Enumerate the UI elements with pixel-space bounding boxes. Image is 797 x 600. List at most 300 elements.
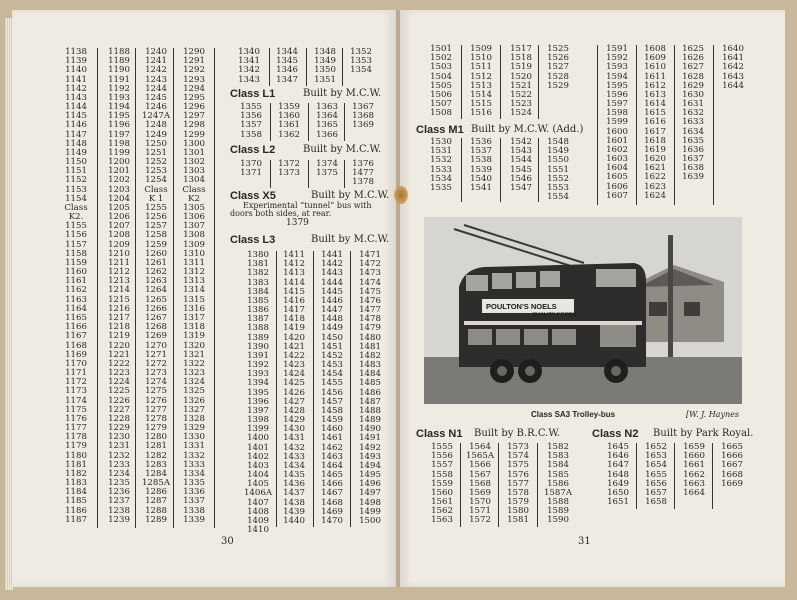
fleet-number: 1328	[183, 413, 205, 424]
fleet-number: 1663	[683, 478, 705, 489]
fleet-number: 1246	[145, 102, 167, 113]
fleet-number: 1156	[65, 230, 87, 241]
fleet-number: 1643	[722, 71, 744, 82]
fleet-number: 1204	[108, 193, 130, 204]
column-rule	[306, 48, 307, 86]
fleet-number: 1222	[108, 358, 130, 369]
class-l2-builder: Built by M.C.W.	[303, 144, 382, 155]
fleet-number: 1525	[547, 44, 569, 54]
fleet-number: 1284	[145, 468, 167, 479]
fleet-number: 1500	[359, 515, 381, 526]
class-x5-number: 1379	[286, 218, 309, 228]
fleet-number: 1353	[350, 56, 372, 67]
fleet-number: 1480	[359, 332, 381, 343]
fleet-number: 1511	[470, 62, 492, 73]
fleet-number: 1212	[108, 267, 130, 278]
fleet-number: 1517	[510, 44, 532, 54]
number-column	[308, 48, 342, 85]
fleet-number: 1264	[145, 285, 167, 296]
fleet-number: 1147	[65, 129, 87, 140]
fleet-number: 1451	[321, 341, 343, 352]
fleet-number: 1173	[65, 386, 87, 397]
number-column	[600, 443, 636, 507]
fleet-number: 1189	[108, 56, 130, 67]
fleet-number: 1184	[65, 487, 87, 498]
fleet-number: 1343	[238, 74, 260, 85]
fleet-number: 1437	[283, 488, 305, 499]
fleet-number: 1570	[469, 497, 491, 508]
fleet-number: 1654	[645, 460, 667, 471]
fleet-number: 1449	[321, 323, 343, 334]
fleet-number: 1303	[183, 166, 205, 177]
fleet-number: 1249	[145, 129, 167, 140]
fleet-number: 1230	[108, 432, 130, 443]
fleet-number: 1151	[65, 166, 87, 177]
fleet-number: 1473	[359, 268, 381, 279]
fleet-number: 1330	[183, 432, 205, 443]
fleet-number: 1283	[145, 459, 167, 470]
fleet-number: 1169	[65, 349, 87, 360]
fleet-number: 1369	[352, 120, 374, 131]
column-rule	[342, 48, 343, 86]
fleet-number: 1143	[65, 92, 87, 103]
fleet-number: 1665	[721, 442, 743, 452]
fleet-number: 1272	[145, 358, 167, 369]
fleet-number: 1494	[359, 460, 381, 471]
fleet-number: 1533	[430, 164, 452, 175]
fleet-number: 1537	[470, 146, 492, 157]
class-x5-note-line1: Experimental “tunnel” bus with	[243, 201, 372, 210]
fleet-number: 1546	[510, 173, 532, 184]
fleet-number: 1232	[108, 450, 130, 461]
number-column	[462, 443, 498, 526]
fleet-number: 1412	[283, 259, 305, 270]
fleet-number: 1373	[278, 168, 300, 179]
fleet-number: 1295	[183, 92, 205, 103]
fleet-number: 1462	[321, 442, 343, 453]
fleet-number: 1640	[722, 44, 744, 54]
fleet-number: 1248	[145, 120, 167, 131]
class-n2-builder: Built by Park Royal.	[653, 428, 754, 439]
fleet-number: 1181	[65, 459, 87, 470]
fleet-number: 1656	[645, 478, 667, 489]
fleet-number: 1395	[247, 387, 269, 398]
fleet-number: 1352	[350, 47, 372, 57]
fleet-number: 1314	[183, 285, 205, 296]
fleet-number: 1247A	[141, 111, 171, 122]
fleet-number: 1435	[283, 470, 305, 481]
fleet-number: 1599	[606, 117, 628, 128]
class-x5-builder: Built by M.C.W.	[311, 190, 390, 201]
fleet-number: 1568	[469, 478, 491, 489]
fleet-number: 1536	[470, 137, 492, 147]
fleet-number: 1163	[65, 294, 87, 305]
fleet-number: 1621	[644, 163, 666, 174]
fleet-number: 1442	[321, 259, 343, 270]
fleet-number: 1527	[547, 62, 569, 73]
fleet-number: 1350	[314, 65, 336, 76]
column-rule	[537, 443, 538, 527]
fleet-number: 1289	[145, 514, 167, 525]
fleet-number: 1166	[65, 322, 87, 333]
fleet-number: 1238	[108, 505, 130, 516]
fleet-number: 1336	[183, 487, 205, 498]
number-column	[138, 48, 174, 525]
fleet-number: 1519	[510, 62, 532, 73]
fleet-number: 1667	[721, 460, 743, 471]
fleet-number: 1368	[352, 111, 374, 122]
fleet-number: 1497	[359, 488, 381, 499]
fleet-number: 1214	[108, 285, 130, 296]
fleet-number: 1192	[108, 83, 130, 94]
fleet-number: 1561	[431, 497, 453, 508]
fleet-number: 1138	[65, 47, 87, 57]
number-column	[716, 45, 750, 91]
fleet-number: 1384	[247, 286, 269, 297]
fleet-number: 1266	[145, 303, 167, 314]
fleet-number: 1503	[430, 62, 452, 73]
fleet-number: 1624	[644, 190, 666, 201]
fleet-number: 1213	[108, 276, 130, 287]
fleet-number: 1344	[276, 47, 298, 57]
fleet-number: 1323	[183, 368, 205, 379]
fleet-number: 1376	[352, 159, 374, 169]
fleet-number: 1545	[510, 164, 532, 175]
fleet-number: 1522	[510, 89, 532, 100]
fleet-number: 1508	[430, 108, 452, 119]
fleet-number: 1335	[183, 478, 205, 489]
fleet-number: 1146	[65, 120, 87, 131]
fleet-number: 1481	[359, 341, 381, 352]
fleet-number: 1243	[145, 74, 167, 85]
fleet-number: 1427	[283, 396, 305, 407]
fleet-number: 1475	[359, 286, 381, 297]
fleet-number: 1309	[183, 239, 205, 250]
fleet-number: 1514	[470, 89, 492, 100]
fleet-number: 1341	[238, 56, 260, 67]
fleet-number: 1464	[321, 460, 343, 471]
column-rule	[270, 103, 271, 141]
fleet-number: 1530	[430, 137, 452, 147]
fleet-number: 1504	[430, 71, 452, 82]
fleet-number: 1512	[470, 71, 492, 82]
fleet-number: 1499	[359, 506, 381, 517]
fleet-number: 1422	[283, 350, 305, 361]
fleet-number: 1345	[276, 56, 298, 67]
fleet-number: 1209	[108, 239, 130, 250]
fleet-number: K2.	[68, 212, 84, 223]
fleet-number: 1334	[183, 468, 205, 479]
fleet-number: 1298	[183, 120, 205, 131]
column-rule	[313, 251, 314, 527]
fleet-number: 1380	[247, 250, 269, 260]
fleet-number: 1587A	[543, 487, 573, 498]
fleet-number: 1669	[721, 478, 743, 489]
fleet-number: 1207	[108, 221, 130, 232]
number-column	[464, 138, 498, 193]
fleet-number: 1623	[644, 181, 666, 192]
fleet-number: 1183	[65, 478, 87, 489]
fleet-number: 1458	[321, 405, 343, 416]
fleet-number: 1320	[183, 340, 205, 351]
fleet-number: 1287	[145, 496, 167, 507]
fleet-number: 1188	[108, 47, 130, 57]
column-rule	[460, 443, 461, 527]
fleet-number: 1251	[145, 147, 167, 158]
fleet-number: 1407	[247, 497, 269, 508]
fleet-number: 1542	[510, 137, 532, 147]
fleet-number: 1216	[108, 303, 130, 314]
fleet-number: 1564	[469, 442, 491, 452]
fleet-number: 1544	[510, 155, 532, 166]
fleet-number: 1581	[507, 515, 529, 526]
fleet-number: 1453	[321, 360, 343, 371]
fleet-number: 1177	[65, 423, 87, 434]
fleet-number: 1140	[65, 65, 87, 76]
fleet-number: 1664	[683, 487, 705, 498]
number-column	[464, 45, 498, 118]
fleet-number: 1567	[469, 469, 491, 480]
fleet-number: 1274	[145, 377, 167, 388]
fleet-number: 1262	[145, 267, 167, 278]
fleet-number: 1159	[65, 257, 87, 268]
fleet-number: 1555	[431, 442, 453, 452]
fleet-number: 1524	[510, 108, 532, 119]
fleet-number: 1279	[145, 423, 167, 434]
fleet-number: 1392	[247, 360, 269, 371]
fleet-number: 1329	[183, 423, 205, 434]
number-column	[424, 138, 458, 193]
fleet-number: 1637	[682, 154, 704, 165]
fleet-number: 1574	[507, 451, 529, 462]
fleet-number: 1417	[283, 305, 305, 316]
fleet-number: 1649	[607, 478, 629, 489]
fleet-number: 1459	[321, 415, 343, 426]
fleet-number: 1179	[65, 441, 87, 452]
fleet-number: 1292	[183, 65, 205, 76]
fleet-number: 1245	[145, 92, 167, 103]
fleet-number: 1597	[606, 99, 628, 110]
fleet-number: 1225	[108, 386, 130, 397]
fleet-number: 1302	[183, 157, 205, 168]
fleet-number: 1498	[359, 497, 381, 508]
fleet-number: 1441	[321, 250, 343, 260]
fleet-number: 1590	[547, 515, 569, 526]
fleet-number: 1339	[183, 514, 205, 525]
fleet-number: K2	[188, 193, 200, 204]
fleet-number: 1285A	[141, 478, 171, 489]
fleet-number: 1629	[682, 80, 704, 91]
fleet-number: 1241	[145, 56, 167, 67]
fleet-number: 1171	[65, 368, 87, 379]
number-column	[500, 443, 536, 526]
fleet-number: 1325	[183, 386, 205, 397]
fleet-number: 1443	[321, 268, 343, 279]
fleet-number: 1268	[145, 322, 167, 333]
fleet-number: 1191	[108, 74, 130, 85]
fleet-number: 1208	[108, 230, 130, 241]
fleet-number: 1370	[240, 159, 262, 169]
fleet-number: 1382	[247, 268, 269, 279]
fleet-number: 1648	[607, 469, 629, 480]
fleet-number: 1562	[431, 506, 453, 517]
class-l1-title: Class L1	[230, 88, 276, 100]
fleet-number: 1410	[247, 525, 269, 536]
fleet-number: 1539	[470, 164, 492, 175]
column-rule	[498, 443, 499, 527]
fleet-number: 1411	[283, 250, 305, 260]
fleet-number: 1641	[722, 53, 744, 64]
fleet-number: 1616	[644, 117, 666, 128]
class-n2-title: Class N2	[592, 428, 639, 440]
fleet-number: 1606	[606, 181, 628, 192]
fleet-number: 1610	[644, 62, 666, 73]
fleet-number: 1168	[65, 340, 87, 351]
fleet-number: 1404	[247, 470, 269, 481]
fleet-number: 1509	[470, 44, 492, 54]
fleet-number: 1652	[645, 442, 667, 452]
fleet-number: 1471	[359, 250, 381, 260]
fleet-number: 1149	[65, 147, 87, 158]
number-column	[176, 48, 212, 525]
fleet-number: 1588	[547, 497, 569, 508]
fleet-number: Class	[182, 184, 206, 195]
fleet-number: 1642	[722, 62, 744, 73]
fleet-number: 1418	[283, 314, 305, 325]
fleet-number: 1313	[183, 276, 205, 287]
fleet-number: 1423	[283, 360, 305, 371]
fleet-number: 1269	[145, 331, 167, 342]
fleet-number: 1495	[359, 470, 381, 481]
fleet-number: 1372	[278, 159, 300, 169]
fleet-number: 1491	[359, 433, 381, 444]
fleet-number: 1257	[145, 221, 167, 232]
fleet-number: 1210	[108, 248, 130, 259]
fleet-number: 1579	[507, 497, 529, 508]
column-rule	[269, 48, 270, 86]
fleet-number: 1301	[183, 147, 205, 158]
fleet-number: 1609	[644, 53, 666, 64]
column-rule	[173, 48, 174, 528]
trolley-bus-photo	[424, 217, 742, 404]
fleet-number: 1444	[321, 277, 343, 288]
fleet-number: 1600	[606, 126, 628, 137]
trolley-bus-illustration	[424, 217, 742, 404]
fleet-number: 1630	[682, 89, 704, 100]
fleet-number: 1267	[145, 312, 167, 323]
fleet-number: 1633	[682, 117, 704, 128]
fleet-number: 1647	[607, 460, 629, 471]
fleet-number: 1200	[108, 157, 130, 168]
column-rule	[135, 48, 136, 528]
number-column	[234, 160, 268, 178]
fleet-number: 1477	[352, 168, 374, 179]
fleet-number: 1604	[606, 163, 628, 174]
fleet-number: 1321	[183, 349, 205, 360]
column-rule	[713, 45, 714, 205]
fleet-number: 1399	[247, 424, 269, 435]
fleet-number: 1486	[359, 387, 381, 398]
fleet-number: 1447	[321, 305, 343, 316]
fleet-number: 1158	[65, 248, 87, 259]
fleet-number: 1165	[65, 312, 87, 323]
fleet-number: 1577	[507, 478, 529, 489]
fleet-number: 1627	[682, 62, 704, 73]
fleet-number: 1322	[183, 358, 205, 369]
advert-right-text: QUALITY FOODS	[532, 312, 577, 318]
fleet-number: 1307	[183, 221, 205, 232]
fleet-number: 1401	[247, 442, 269, 453]
fleet-number: 1332	[183, 450, 205, 461]
fleet-number: 1659	[683, 442, 705, 452]
fleet-number: 1466	[321, 479, 343, 490]
fleet-number: 1416	[283, 295, 305, 306]
fleet-number: 1474	[359, 277, 381, 288]
fleet-number: 1632	[682, 108, 704, 119]
page-number-left: 30	[221, 536, 234, 547]
class-l3-builder: Built by M.C.W.	[311, 234, 390, 245]
number-column	[541, 138, 575, 202]
fleet-number: 1572	[469, 515, 491, 526]
fleet-number: 1398	[247, 415, 269, 426]
fleet-number: 1388	[247, 323, 269, 334]
fleet-number: 1237	[108, 496, 130, 507]
class-m1-builder: Built by M.C.W. (Add.)	[471, 124, 584, 135]
fleet-number: 1543	[510, 146, 532, 157]
fleet-number: 1150	[65, 157, 87, 168]
fleet-number: 1254	[145, 175, 167, 186]
fleet-number: 1310	[183, 248, 205, 259]
fleet-number: 1626	[682, 53, 704, 64]
number-column	[600, 45, 634, 201]
fleet-number: 1617	[644, 126, 666, 137]
column-rule	[461, 45, 462, 119]
fleet-number: 1193	[108, 92, 130, 103]
fleet-number: 1240	[145, 47, 167, 57]
fleet-number: 1355	[240, 102, 262, 112]
fleet-number: 1515	[470, 99, 492, 110]
fleet-number: 1463	[321, 451, 343, 462]
fleet-number: 1585	[547, 469, 569, 480]
fleet-number: 1452	[321, 350, 343, 361]
fleet-number: 1601	[606, 135, 628, 146]
advert-left-text: POULTON'S NOELS	[486, 302, 557, 311]
fleet-number: 1319	[183, 331, 205, 342]
column-rule	[636, 45, 637, 205]
fleet-number: 1255	[145, 202, 167, 213]
fleet-number: 1211	[108, 257, 130, 268]
class-x5-note-line2: doors both sides, at rear.	[230, 209, 332, 218]
fleet-number: 1661	[683, 460, 705, 471]
fleet-number: 1227	[108, 404, 130, 415]
fleet-number: 1239	[108, 514, 130, 525]
fleet-number: 1523	[510, 99, 532, 110]
number-column	[638, 443, 674, 507]
fleet-number: 1651	[607, 497, 629, 508]
fleet-number: 1488	[359, 405, 381, 416]
fleet-number: 1402	[247, 451, 269, 462]
fleet-number: 1261	[145, 257, 167, 268]
fleet-number: 1242	[145, 65, 167, 76]
fleet-number: 1639	[682, 172, 704, 183]
fleet-number: 1571	[469, 506, 491, 517]
number-column	[714, 443, 750, 489]
number-column	[424, 443, 460, 526]
fleet-number: 1400	[247, 433, 269, 444]
fleet-number: 1326	[183, 395, 205, 406]
class-n1-builder: Built by B.R.C.W.	[474, 428, 561, 439]
fleet-number: 1584	[547, 460, 569, 471]
